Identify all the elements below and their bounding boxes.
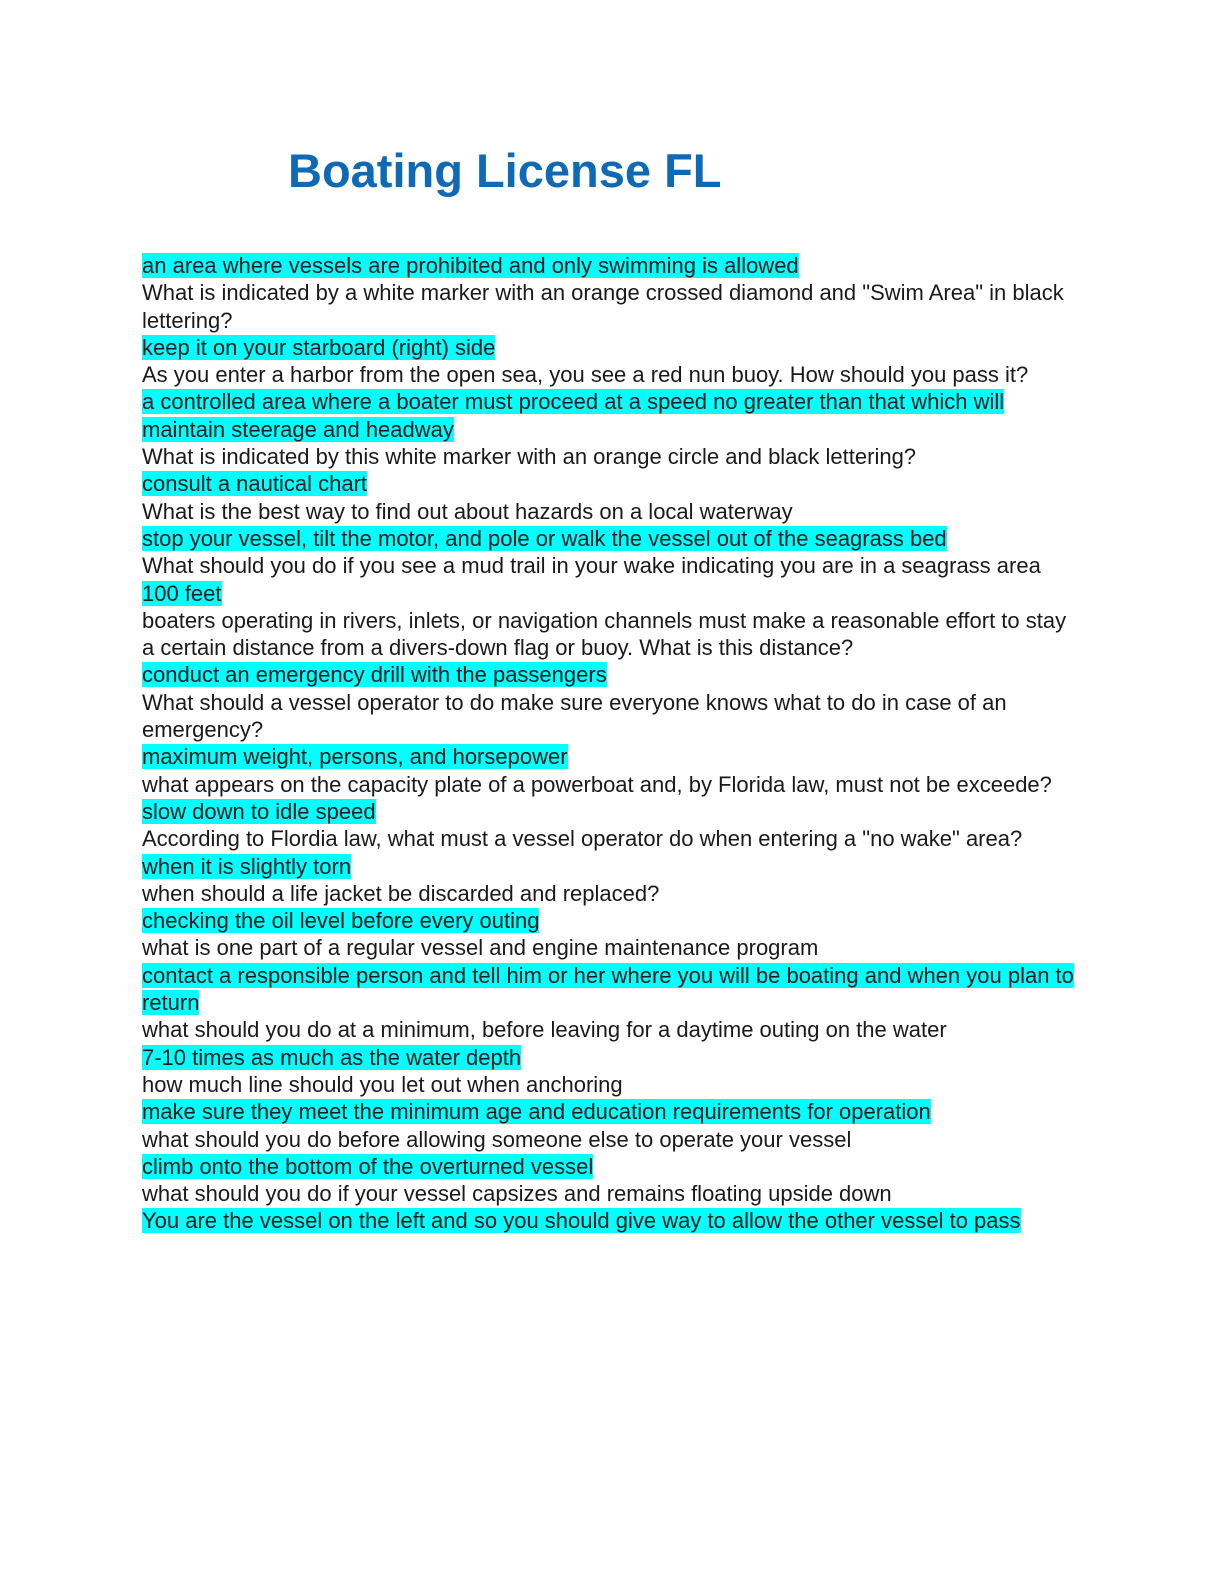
question-text: What should a vessel operator to do make sure everyone knows what to do in case of an emergency?	[142, 689, 1007, 743]
answer-highlight: consult a nautical chart	[142, 471, 368, 497]
question-text: what should you do if your vessel capsizes and remains floating upside down	[142, 1181, 892, 1207]
answer-text	[142, 798, 1077, 825]
question-text: what is one part of a regular vessel and engine maintenance program	[142, 935, 819, 961]
answer-highlight: climb onto the bottom of the overturned vessel	[142, 1153, 594, 1179]
answer-text	[142, 1098, 1077, 1125]
answer-highlight: contact a responsible person and tell him or her where you will be boating and when you plan to return	[142, 962, 1074, 1016]
answer-highlight: 7-10 times as much as the water depth	[142, 1044, 522, 1070]
question-text: boaters operating in rivers, inlets, or navigation channels must make a reasonable effort to stay a certain distance from a divers-down flag or buoy. What is this distance?	[142, 607, 1067, 661]
question-text: What is indicated by this white marker with an orange circle and black lettering?	[142, 444, 917, 470]
answer-highlight: keep it on your starboard (right) side	[142, 334, 496, 360]
answer-text	[142, 1044, 1077, 1071]
answer-text	[142, 1153, 1077, 1180]
answer-text	[142, 962, 1077, 1017]
answer-text	[142, 853, 1077, 880]
question-text: According to Flordia law, what must a vessel operator do when entering a "no wake" area?	[142, 826, 1023, 852]
question-text: What should you do if you see a mud trail in your wake indicating you are in a seagrass area	[142, 553, 1041, 579]
answer-highlight: 100 feet	[142, 580, 222, 606]
answer-highlight: stop your vessel, tilt the motor, and pole or walk the vessel out of the seagrass bed	[142, 525, 947, 551]
answer-text	[142, 252, 1077, 279]
answer-text	[142, 1207, 1077, 1234]
answer-highlight: You are the vessel on the left and so you should give way to allow the other vessel to pass	[142, 1208, 1021, 1234]
question-text: What is the best way to find out about hazards on a local waterway	[142, 498, 793, 524]
answer-text	[142, 470, 1077, 497]
answer-highlight: a controlled area where a boater must proceed at a speed no greater than that which will maintain steerage and headway	[142, 389, 1005, 442]
question-text: what should you do at a minimum, before leaving for a daytime outing on the water	[142, 1017, 947, 1043]
question-text: when should a life jacket be discarded and replaced?	[142, 880, 660, 906]
answer-text	[142, 580, 1077, 607]
qa-list	[142, 252, 1077, 1235]
answer-highlight: an area where vessels are prohibited and only swimming is allowed	[142, 253, 799, 278]
answer-text	[142, 743, 1077, 770]
answer-text	[142, 525, 1077, 552]
answer-highlight: conduct an emergency drill with the passengers	[142, 662, 607, 688]
question-text: how much line should you let out when anchoring	[142, 1071, 623, 1097]
answer-text	[142, 334, 1077, 361]
answer-text	[142, 388, 1077, 443]
page-title: Boating License FL	[288, 144, 722, 197]
question-text: what should you do before allowing someone else to operate your vessel	[142, 1126, 852, 1152]
answer-highlight: maximum weight, persons, and horsepower	[142, 744, 568, 770]
answer-highlight: when it is slightly torn	[142, 853, 352, 879]
answer-text	[142, 907, 1077, 934]
question-text: what appears on the capacity plate of a powerboat and, by Florida law, must not be exceede?	[142, 771, 1052, 797]
answer-highlight: slow down to idle speed	[142, 798, 376, 824]
question-text: As you enter a harbor from the open sea, you see a red nun buoy. How should you pass it?	[142, 362, 1029, 388]
answer-text	[142, 661, 1077, 688]
answer-highlight: make sure they meet the minimum age and education requirements for operation	[142, 1099, 931, 1125]
question-text: What is indicated by a white marker with an orange crossed diamond and "Swim Area" in black lettering?	[142, 280, 1064, 333]
answer-highlight: checking the oil level before every outing	[142, 908, 540, 934]
